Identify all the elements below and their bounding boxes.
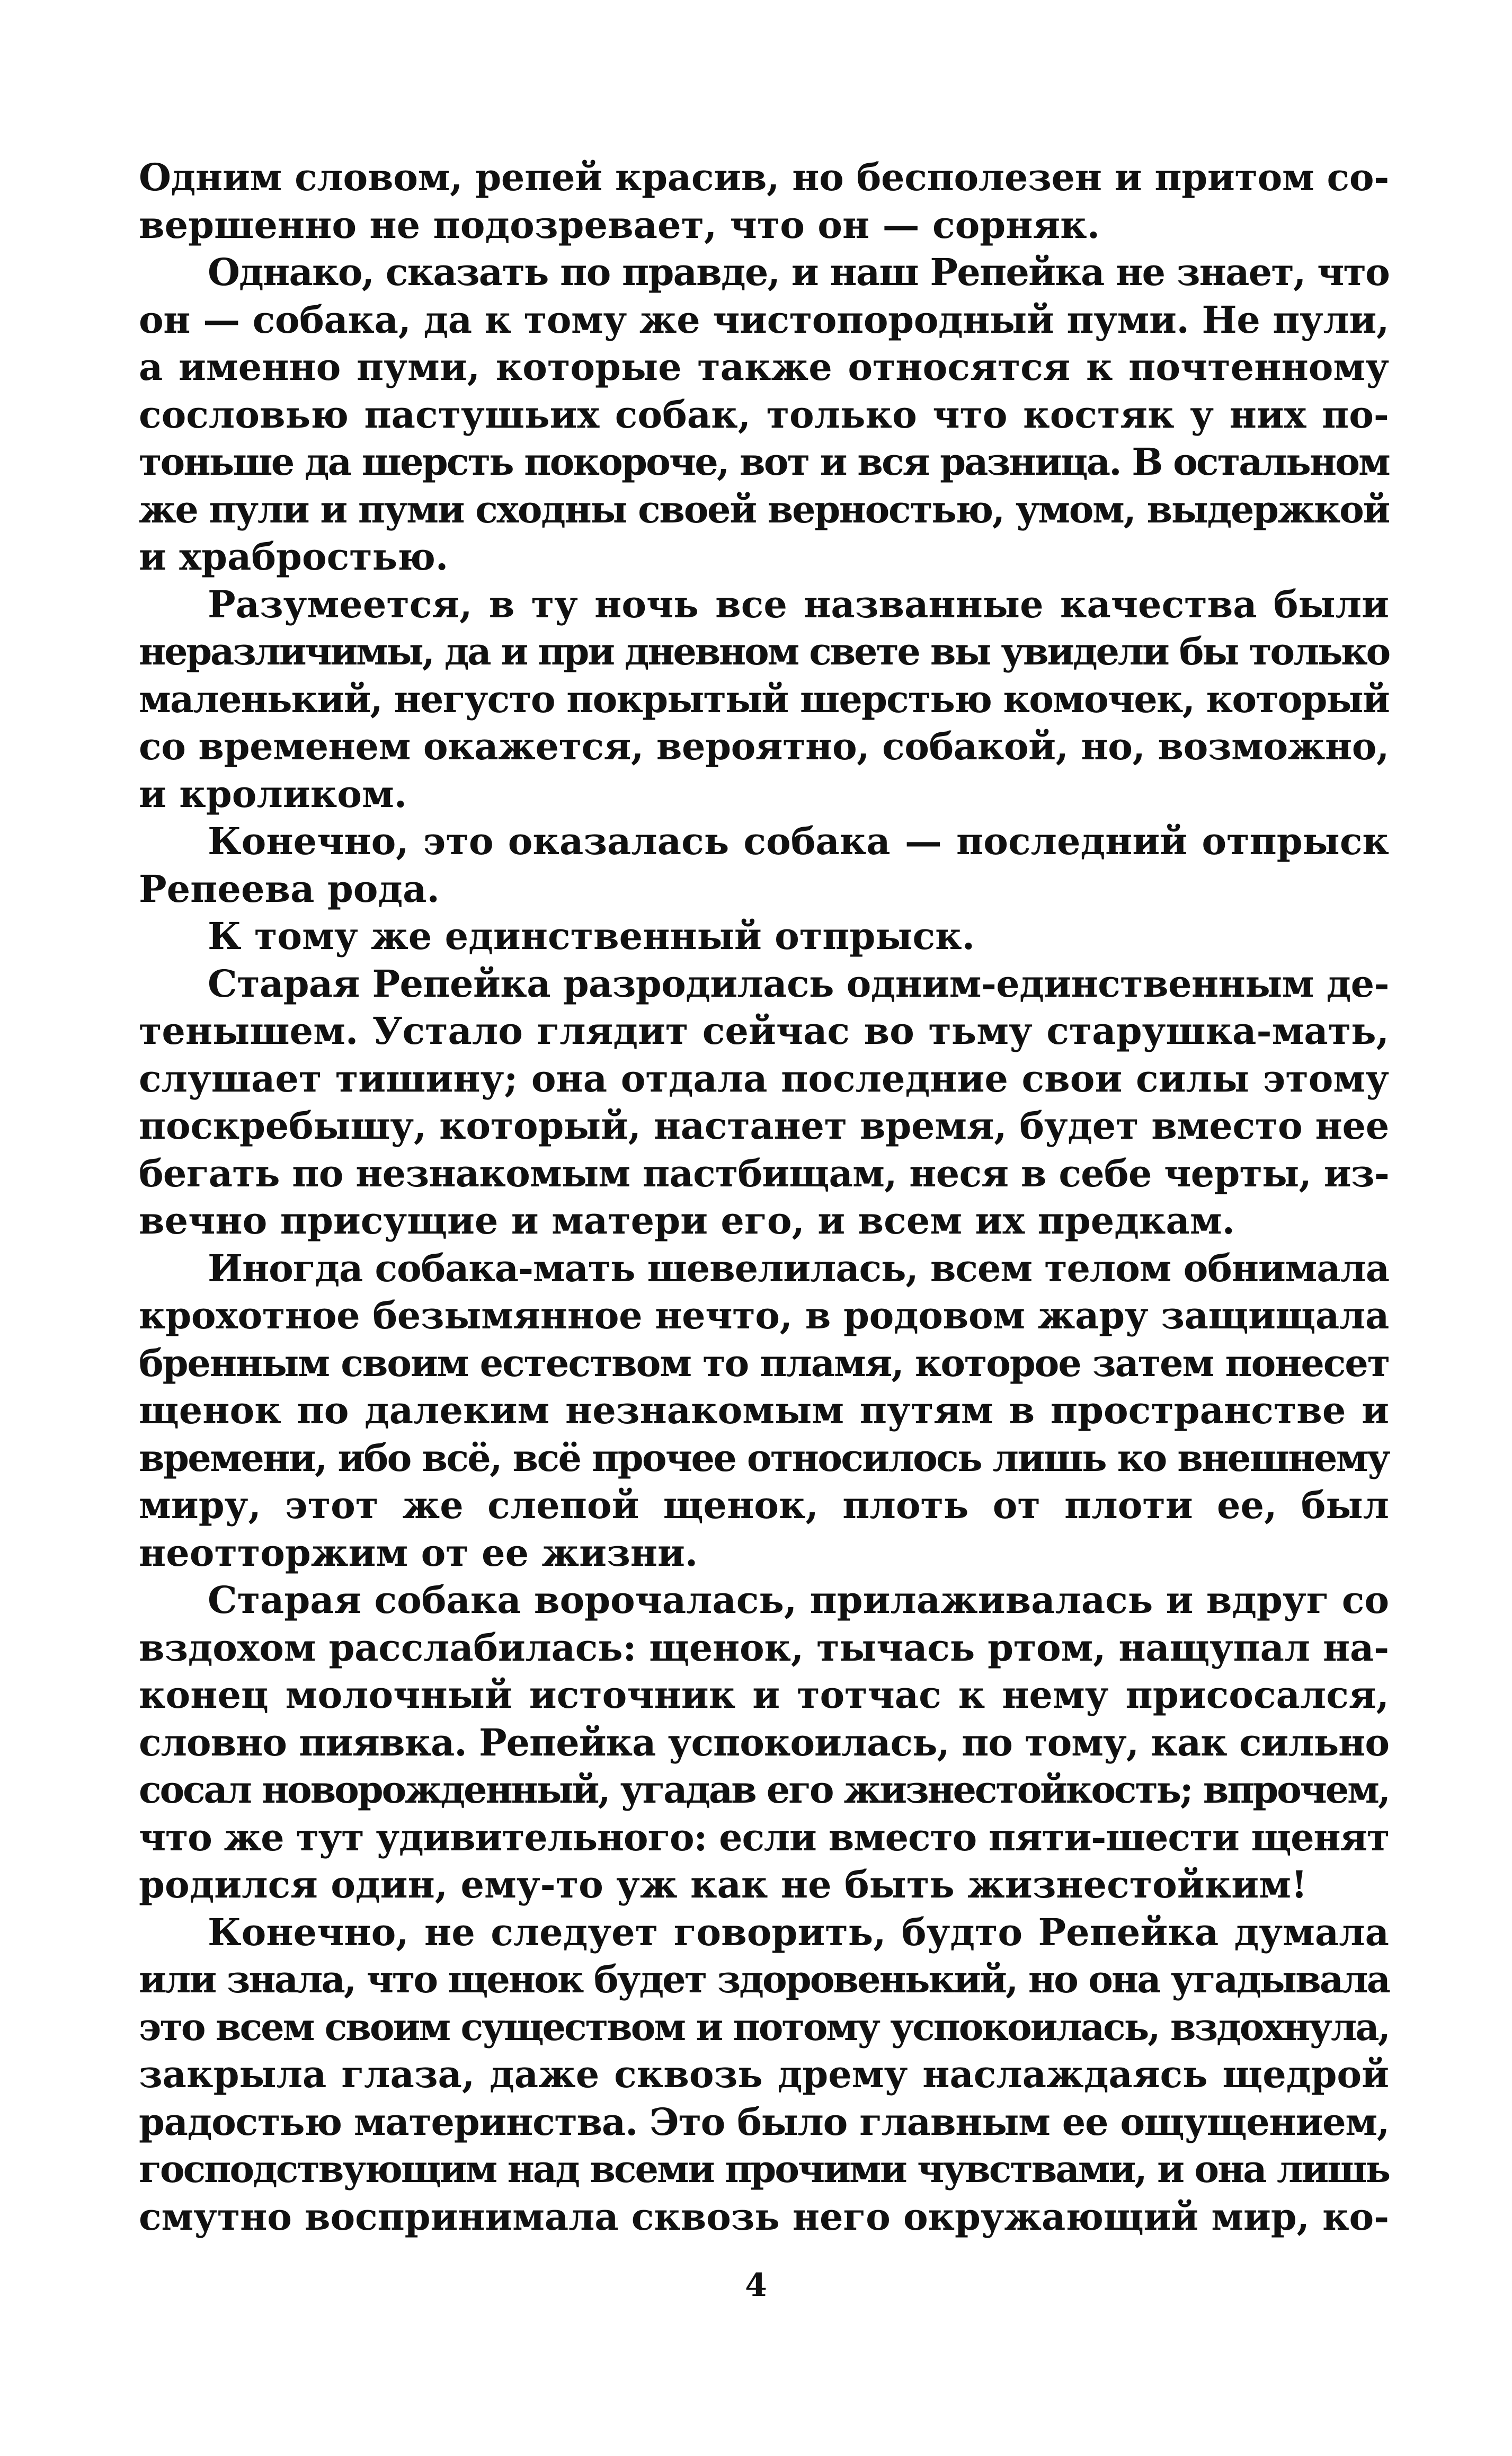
text-line: маленький, негусто покрытый шерстью комочек, который <box>139 677 1389 721</box>
text-line: Иногда собака-мать шевелилась, всем телом обнимала <box>208 1246 1389 1290</box>
text-line: смутно воспринимала сквозь него окружающий мир, ко- <box>139 2194 1389 2239</box>
text-line: поскребышу, который, настанет время, будет вместо нее <box>139 1104 1389 1148</box>
text-line: Конечно, это оказалась собака — последний отпрыск <box>208 819 1389 863</box>
paragraph <box>139 960 1389 1245</box>
text-line: вечно присущие и матери его, и всем их предкам. <box>139 1199 1235 1243</box>
text-line: а именно пуми, которые также относятся к почтенному <box>139 345 1389 389</box>
text-line: или знала, что щенок будет здоровенький, но она угадывала <box>139 1957 1389 2001</box>
text-line: неразличимы, да и при дневном свете вы увидели бы только <box>139 629 1389 673</box>
text-line: щенок по далеким незнакомым путям в пространстве и <box>139 1388 1389 1432</box>
paragraph <box>139 249 1389 581</box>
text-line: это всем своим существом и потому успокоилась, вздохнула, <box>139 2005 1389 2049</box>
text-line: Однако, сказать по правде, и наш Репейка не знает, что <box>208 250 1389 294</box>
paragraph <box>139 154 1389 249</box>
text-line: и храбростью. <box>139 535 449 579</box>
text-line: неотторжим от ее жизни. <box>139 1530 698 1575</box>
text-line: закрыла глаза, даже сквозь дрему наслаждаясь щедрой <box>139 2052 1389 2096</box>
text-line: Одним словом, репей красив, но бесполезен и притом со- <box>139 155 1389 199</box>
text-line: тоньше да шерсть покороче, вот и вся разница. В остальном <box>139 440 1389 484</box>
text-line: что же тут удивительного: если вместо пяти-шести щенят <box>139 1815 1389 1859</box>
text-line: Старая Репейка разродилась одним-единственным де- <box>208 961 1389 1006</box>
text-line: Репеева рода. <box>139 866 440 911</box>
text-line: Разумеется, в ту ночь все названные качества были <box>208 582 1389 626</box>
text-line: слушает тишину; она отдала последние свои силы этому <box>139 1056 1389 1101</box>
text-line: конец молочный источник и тотчас к нему присосался, <box>139 1673 1389 1717</box>
text-line: К тому же единственный отпрыск. <box>208 914 975 958</box>
text-line: Старая собака ворочалась, прилаживалась и вдруг со <box>208 1578 1389 1622</box>
paragraph <box>139 581 1389 818</box>
text-line: вздохом расслабилась: щенок, тычась ртом, нащупал на- <box>139 1625 1389 1670</box>
paragraph <box>139 1909 1389 2241</box>
text-line: сосал новорожденный, угадав его жизнестойкость; впрочем, <box>139 1768 1389 1812</box>
text-line: тенышем. Устало глядит сейчас во тьму старушка-мать, <box>139 1009 1389 1053</box>
page-number: 4 <box>745 2267 767 2304</box>
text-line: бренным своим естеством то пламя, которое затем понесет <box>139 1341 1389 1385</box>
text-line: крохотное безымянное нечто, в родовом жару защищала <box>139 1293 1389 1337</box>
text-line: бегать по незнакомым пастбищам, неся в себе черты, из- <box>139 1151 1389 1195</box>
body-text <box>139 154 1389 2240</box>
text-line: господствующим над всеми прочими чувствами, и она лишь <box>139 2147 1389 2191</box>
paragraph <box>139 818 1389 912</box>
text-line: радостью материнства. Это было главным ее ощущением, <box>139 2099 1389 2144</box>
paragraph <box>139 1245 1389 1577</box>
text-line: родился один, ему-то уж как не быть жизнестойким! <box>139 1863 1308 1907</box>
text-line: словно пиявка. Репейка успокоилась, по тому, как сильно <box>139 1720 1389 1765</box>
text-line: сословью пастушьих собак, только что костяк у них по- <box>139 392 1389 437</box>
text-line: Конечно, не следует говорить, будто Репейка думала <box>208 1910 1389 1954</box>
paragraph <box>139 1576 1389 1909</box>
text-line: вершенно не подозревает, что он — сорняк. <box>139 202 1100 247</box>
text-line: же пули и пуми сходны своей верностью, умом, выдержкой <box>139 487 1389 531</box>
text-line: он — собака, да к тому же чистопородный пуми. Не пули, <box>139 297 1389 342</box>
paragraph <box>139 912 1389 960</box>
text-line: и кроликом. <box>139 772 407 816</box>
text-line: со временем окажется, вероятно, собакой, но, возможно, <box>139 724 1389 768</box>
text-line: времени, ибо всё, всё прочее относилось лишь ко внешнему <box>139 1435 1389 1480</box>
text-line: миру, этот же слепой щенок, плоть от плоти ее, был <box>139 1483 1389 1527</box>
